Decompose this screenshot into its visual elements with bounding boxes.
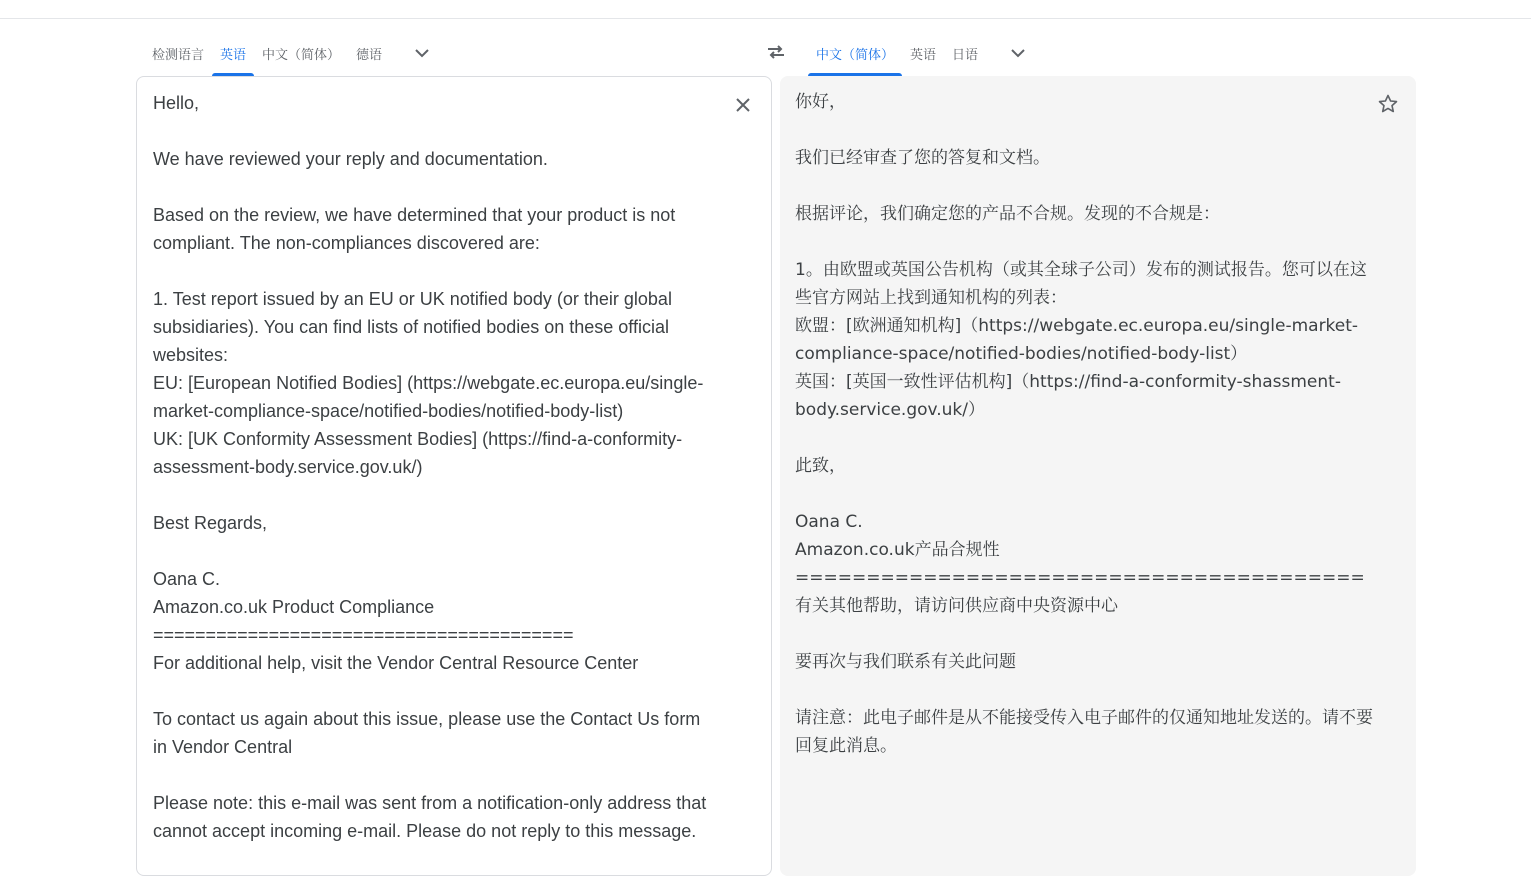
- more-source-languages-button[interactable]: [390, 30, 448, 76]
- tab-source-english[interactable]: 英语: [212, 30, 254, 76]
- chevron-down-icon: [1006, 41, 1030, 65]
- translated-text: 你好， 我们已经审查了您的答复和文档。 根据评论，我们确定您的产品不合规。发现的不合规是： 1。由欧盟或英国公告机构（或其全球子公司）发布的测试报告。您可以在这些官方网站上找到通知机构的列表： 欧盟：[欧洲通知机构]（https://webgate.ec.europa.eu/single-market-compliance-space/notified-bodies/notified-body-list） 英国：[英国一致性评估机构]（https://find-a-conformity-shassment-body.service.gov.uk/） 此致， Oana C. Amazon.co.uk产品合规性 ======================================== 有关其他帮助，请访问供应商中央资源中心 要再次与我们联系有关此问题 请注意：此电子邮件是从不能接受传入电子邮件的仅通知地址发送的。请不要回复此消息。: [795, 92, 1373, 756]
- clear-source-button[interactable]: [731, 93, 755, 117]
- more-target-languages-button[interactable]: [986, 30, 1044, 76]
- translation-panel: [780, 76, 1416, 876]
- swap-arrows-icon: [764, 40, 788, 64]
- save-translation-button[interactable]: [1376, 92, 1400, 116]
- swap-languages-button[interactable]: [764, 40, 788, 64]
- source-language-bar: [144, 30, 448, 76]
- source-text-input[interactable]: Hello, We have reviewed your reply and documentation. Based on the review, we have determined that your product is not compliant. The non-compliances discovered are: 1. Test report issued by an EU or UK notified body (or their global subsidiaries). You can find lists of notified bodies on these official websites: EU: [European Notified Bodies] (https://webgate.ec.europa.eu/single-market-compliance-space/notified-bodies/notified-body-list) UK: [UK Conformity Assessment Bodies] (https://find-a-conformity-assessment-body.service.gov.uk/) Best Regards, Oana C. Amazon.co.uk Product Compliance ======================================== For additional help, visit the Vendor Central Resource Center To contact us again about this issue, please use the Contact Us form in Vendor Central Please note: this e-mail was sent from a notification-only address that cannot accept incoming e-mail. Please do not reply to this message.: [153, 93, 707, 841]
- close-icon: [731, 93, 755, 117]
- tab-target-japanese[interactable]: 日语: [952, 47, 979, 63]
- tab-source-detect-language[interactable]: 检测语言: [152, 47, 205, 63]
- tab-source-chinese-simplified[interactable]: 中文（简体）: [262, 47, 341, 63]
- target-language-bar: [808, 30, 1044, 76]
- tab-target-english[interactable]: 英语: [910, 47, 937, 63]
- chevron-down-icon: [410, 41, 434, 65]
- star-outline-icon: [1376, 92, 1400, 116]
- tab-source-german[interactable]: 德语: [356, 47, 383, 63]
- top-divider: [0, 18, 1531, 19]
- tab-target-chinese-simplified[interactable]: 中文（简体）: [808, 30, 902, 76]
- source-text-panel: [136, 76, 772, 876]
